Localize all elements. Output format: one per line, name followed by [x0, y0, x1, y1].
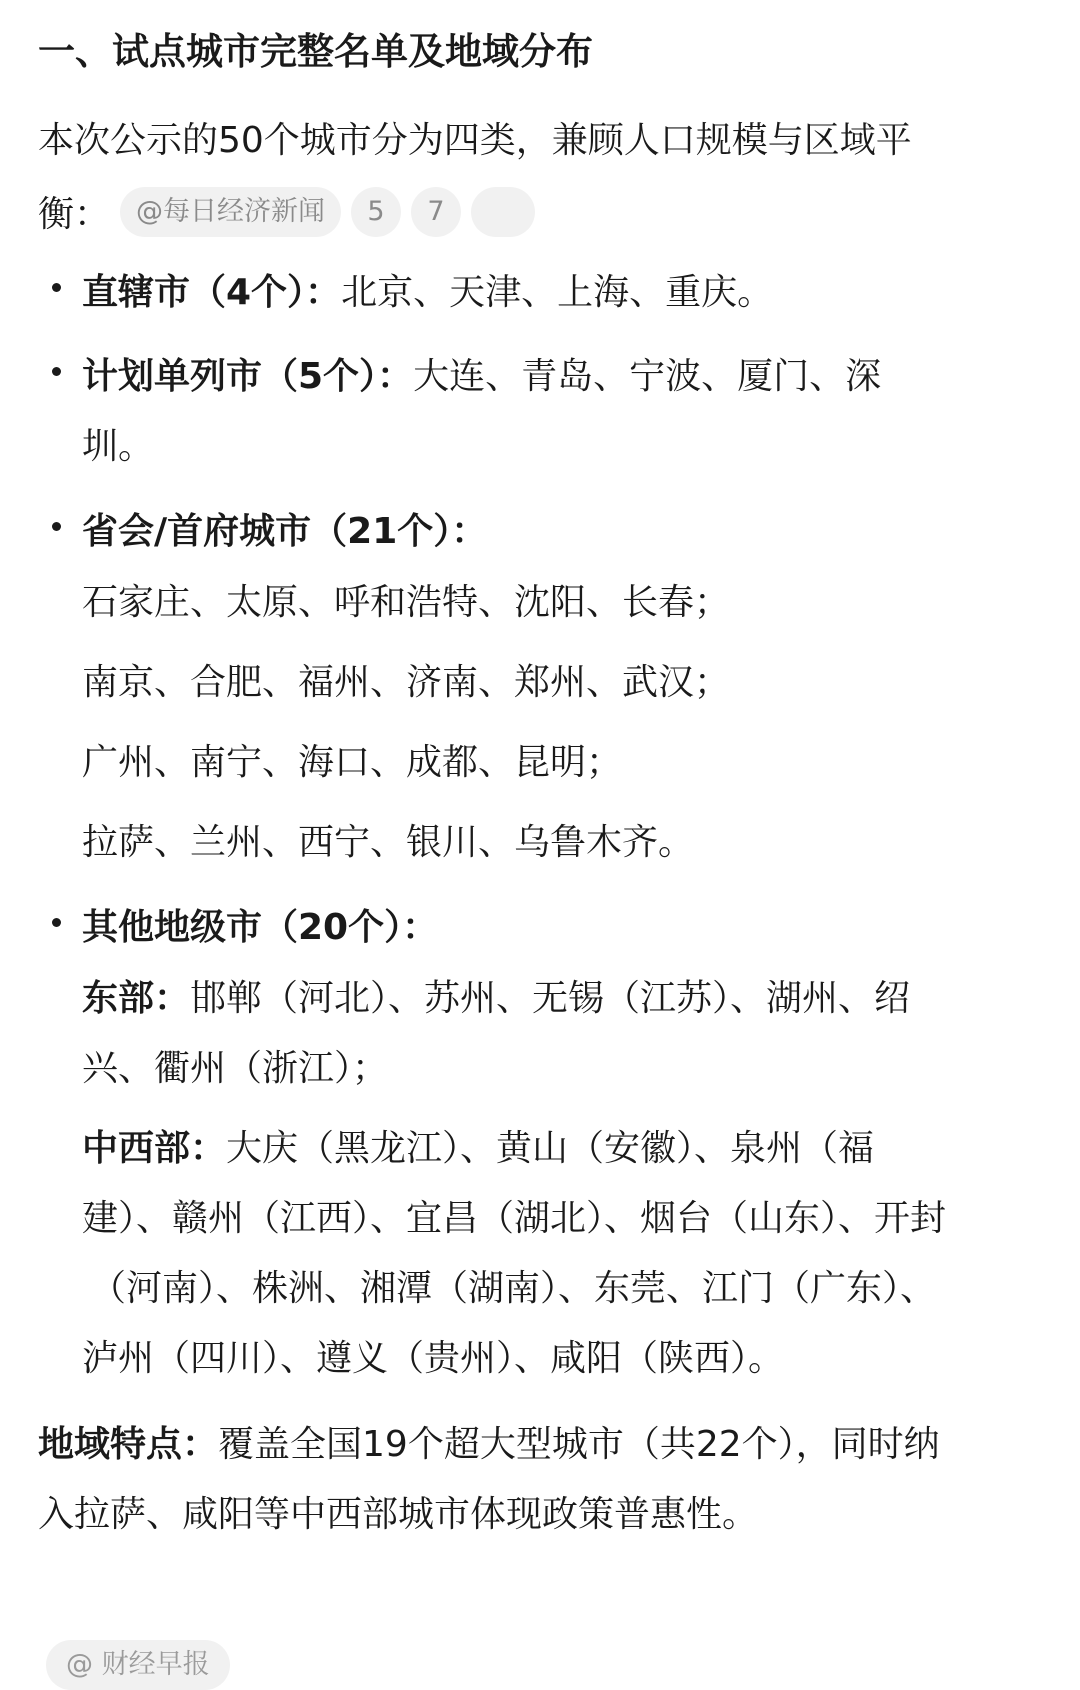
intro-line-1: 本次公示的50个城市分为四类，兼顾人口规模与区域平 — [38, 120, 912, 161]
bottom-source-chip[interactable]: @ 财经早报 — [46, 1640, 230, 1690]
regional-label: 地域特点： — [38, 1424, 219, 1465]
source-chip[interactable]: @每日经济新闻 — [120, 187, 341, 237]
municipalities-text: 北京、天津、上海、重庆。 — [341, 272, 774, 313]
east-line-2: 兴、衢州（浙江）； — [82, 1048, 389, 1089]
municipalities-item — [82, 264, 773, 315]
others-label: 其他地级市（20个）： — [82, 907, 439, 948]
intro-line-2-text: 衡： — [38, 194, 111, 235]
intro-paragraph — [38, 104, 1018, 252]
section-heading: 一、试点城市完整名单及地域分布 — [38, 30, 593, 73]
capitals-item — [82, 503, 487, 554]
planned-text: 大连、青岛、宁波、厦门、深 — [413, 356, 882, 397]
regional-line-2: 入拉萨、咸阳等中西部城市体现政策普惠性。 — [38, 1494, 759, 1535]
central-line-4: 泸州（四川）、遵义（贵州）、咸阳（陕西）。 — [82, 1338, 785, 1379]
central-line-2: 建）、赣州（江西）、宜昌（湖北）、烟台（山东）、开封 — [82, 1198, 947, 1239]
central-line-1 — [82, 1120, 874, 1171]
east-line-1 — [82, 970, 910, 1021]
intro-line-2 — [38, 178, 1018, 252]
central-label: 中西部： — [82, 1128, 227, 1169]
bullet-dot — [52, 522, 61, 531]
municipalities-label: 直辖市（4个）： — [82, 272, 342, 313]
capitals-line-1: 石家庄、太原、呼和浩特、沈阳、长春； — [82, 582, 731, 623]
capitals-line-3: 广州、南宁、海口、成都、昆明； — [82, 742, 623, 783]
capitals-label: 省会/首府城市（21个）： — [82, 511, 488, 552]
capitals-line-4: 拉萨、兰州、西宁、银川、乌鲁木齐。 — [82, 822, 695, 863]
more-chip[interactable] — [471, 187, 535, 237]
east-label: 东部： — [82, 978, 191, 1019]
others-item — [82, 899, 438, 950]
reference-chip-7[interactable]: 7 — [411, 187, 461, 237]
regional-text-1: 覆盖全国19个超大型城市（共22个），同时纳 — [218, 1424, 940, 1465]
bullet-dot — [52, 918, 61, 927]
planned-text-cont: 圳。 — [82, 426, 155, 467]
bullet-dot — [52, 283, 61, 292]
capitals-line-2: 南京、合肥、福州、济南、郑州、武汉； — [82, 662, 731, 703]
bullet-dot — [52, 367, 61, 376]
regional-line-1 — [38, 1416, 940, 1467]
reference-chip-5[interactable]: 5 — [351, 187, 401, 237]
central-text-1: 大庆（黑龙江）、黄山（安徽）、泉州（福 — [226, 1128, 875, 1169]
east-text-1: 邯郸（河北）、苏州、无锡（江苏）、湖州、绍 — [190, 978, 911, 1019]
planned-item — [82, 348, 881, 399]
planned-label: 计划单列市（5个）： — [82, 356, 414, 397]
central-line-3: （河南）、株洲、湘潭（湖南）、东莞、江门（广东）、 — [90, 1268, 937, 1309]
